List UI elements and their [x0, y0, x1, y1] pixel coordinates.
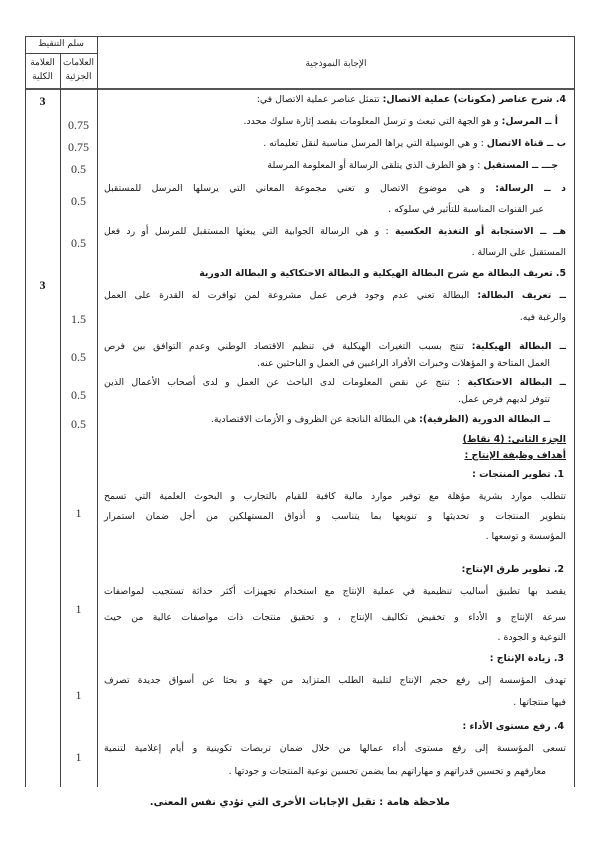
product-development-heading: 1. تطوير المنتجات : [472, 469, 564, 480]
item-structural-unemployment: ــ البطالة الهيكلية: تنتج بسبب التغيرات الهيكلية في تنظيم الاقتصاد الوطني وعدم التوافق بين فرص [104, 341, 566, 352]
partial-marks-header-line1: العلامات [63, 58, 94, 68]
increase-production-heading: 3. زيادة الإنتاج : [489, 653, 564, 664]
item-unemployment-definition-cont: والرغبة فيه. [519, 312, 566, 323]
total-mark-header [25, 56, 60, 84]
item-message: د ــ الرسالة: و هي موضوع الاتصال و تعني مجموعة المعاني التي يرسلها المرسل للمستقبل [104, 183, 566, 194]
product-development-line1: تتطلب موارد بشرية مؤهلة مع توفير موارد مالية كافية للقيام بالتجارب و البحوث العلمية التي تسمح [104, 491, 566, 502]
item-cyclical-unemployment: ــ البطالة الدورية (الظرفية): هي البطالة الناتجة عن الظروف و الأزمات الاقتصادية. [210, 414, 550, 425]
product-development-line2: بتطوير المنتجات و تحديثها و تنويعها بما يتناسب و أذواق المستهلكين من أجل ضمان استمرار [104, 511, 566, 522]
partial-marks-header [60, 56, 97, 84]
score-frictional-unemployment: 0.5 [71, 388, 86, 402]
production-methods-line3: النوعية و الجودة . [497, 632, 566, 643]
score-increase-production: 1 [75, 688, 82, 702]
important-note: ملاحظة هامة : تقبل الإجابات الأخرى التي تؤدي نفس المعنى. [149, 797, 450, 808]
partial-marks-header-line2: الجزئية [65, 72, 92, 82]
total-mark-header-line2: الكلية [32, 72, 53, 82]
production-methods-heading: 2. تطوير طرق الإنتاج: [461, 564, 564, 575]
production-methods-line1: يقصد بها تطبيق أساليب تنظيمية في عملية الإنتاج مع استخدام تجهيزات أكثر حداثة تستجيب لمواصفات [104, 586, 566, 597]
performance-level-line2: معارفهم و تحسين قدراتهم و مهاراتهم بما يضمن تحسين نوعية المنتجات و جودتها . [228, 766, 546, 777]
item-frictional-unemployment-cont: تتوفر لديهم فرص عمل. [458, 394, 550, 405]
grading-table [25, 36, 575, 787]
table-left-border [25, 36, 26, 787]
table-right-border [574, 36, 575, 787]
score-performance-level: 1 [75, 750, 82, 764]
product-development-line3: المؤسسة و توسعها . [485, 531, 566, 542]
item-structural-unemployment-cont: العمل المتاحة و المؤهلات وخبرات الأفراد الراغبين في العمل و الباحثين عنه. [257, 358, 550, 369]
performance-level-heading: 4. رفع مستوى الأداء : [462, 721, 564, 732]
section5-title: 5. تعريف البطالة مع شرح البطالة الهيكلية و البطالة الاحتكاكية و البطالة الدورية [199, 268, 566, 279]
model-answer-header: الإجابة النموذجية [305, 59, 367, 69]
item-sender: أ ــ المرسل: و هو الجهة التي تبعث و ترسل المعلومات بقصد إثارة سلوك محدد. [243, 116, 558, 127]
item-channel: ب ــ قناة الاتصال : و هي الوسيلة التي يراها المرسل مناسبة لنقل تعليماته . [263, 138, 566, 149]
score-structural-unemployment: 0.5 [71, 350, 86, 364]
increase-production-line2: فيها منتجاتها . [513, 697, 566, 708]
part2-title: الجزء الثاني: (4 نقاط) [462, 434, 566, 445]
increase-production-line1: تهدف المؤسسة إلى رفع حجم الإنتاج لتلبية الطلب المتزايد من جهة و بحثا عن أسواق جديدة تصرف [104, 675, 566, 686]
score-feedback: 0.5 [71, 236, 86, 250]
section5-total-mark: 3 [39, 278, 46, 292]
score-production-methods: 1 [75, 602, 82, 616]
section4-title: 4. شرح عناصر (مكونات) عملية الاتصال: تتمثل عناصر عملية الاتصال في: [256, 94, 566, 105]
part2-subtitle: أهداف وظيفة الإنتاج : [464, 450, 566, 461]
score-channel: 0.75 [68, 140, 89, 154]
performance-level-line1: تسعى المؤسسة إلى رفع مستوى أداء عمالها من خلال ضمان تربصات تكوينية و أيام إعلامية لتنمية [104, 743, 566, 754]
item-unemployment-definition: ــ تعريف البطالة: البطالة تعني عدم وجود فرص عمل مشروعة لمن توافرت له القدرة على العمل [104, 290, 566, 301]
item-frictional-unemployment: ــ البطالة الاحتكاكية : تنتج عن نقص المعلومات لدى الباحث عن العمل و لدى أصحاب الأعمال الذين [104, 377, 566, 388]
item-receiver: جـــ ــ المستقبل : و هو الطرف الذي يتلقى الرسالة أو المعلومة المرسلة [267, 160, 558, 171]
section4-total-mark: 3 [39, 94, 46, 108]
item-message-cont: عبر القنوات المناسبة للتأثير في سلوكه . [388, 204, 544, 215]
score-product-development: 1 [75, 506, 82, 520]
item-feedback-cont: المستقبل على الرسالة . [471, 247, 566, 258]
score-message: 0.5 [71, 194, 86, 208]
total-mark-header-line1: العلامة [30, 58, 55, 68]
answer-column [98, 36, 574, 787]
header-subdivider [25, 53, 97, 54]
item-feedback: هــ ــ الاستجابة أو التغذية العكسية : و هي الرسالة الجوابية التي يبعثها المستقبل للمرسل أو رد فعل [104, 226, 566, 237]
score-sender: 0.75 [68, 118, 89, 132]
production-methods-line2: سرعة الإنتاج و الأداء و تخفيض تكاليف الإنتاج ، و تحقيق منتجات ذات مواصفات عالية من حيث [104, 612, 566, 623]
score-receiver: 0.5 [71, 162, 86, 176]
grading-scale-header: سلم التنقيط [38, 39, 84, 49]
score-unemployment-definition: 1.5 [71, 312, 86, 326]
score-cyclical-unemployment: 0.5 [71, 417, 86, 431]
